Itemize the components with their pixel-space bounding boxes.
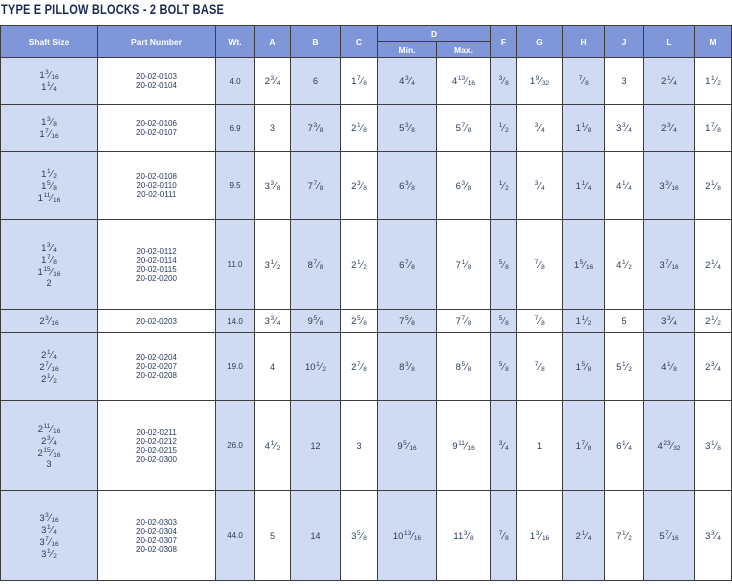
b-value: $7^3⁄8$ <box>307 122 324 134</box>
shaft-size: $1^3⁄16$ <box>39 69 59 81</box>
cell-wt <box>216 220 255 310</box>
table-row <box>1 401 732 491</box>
b-value: $8^7⁄8$ <box>307 258 324 271</box>
d-max-value: $8^5⁄8$ <box>455 360 472 373</box>
b-value: $10^1⁄2$ <box>305 360 326 373</box>
header-c: C <box>341 26 378 58</box>
cell-c <box>341 310 378 333</box>
part-number-cell <box>98 491 216 581</box>
cell-m <box>695 491 732 581</box>
part-number: 20-02-0200 <box>136 273 177 283</box>
a-value: 4 <box>269 361 275 372</box>
cell-d-max <box>437 105 491 152</box>
h-value: $1^5⁄8$ <box>575 360 592 373</box>
cell-m <box>695 333 732 401</box>
c-value: $2^1⁄2$ <box>351 258 367 271</box>
header-l: L <box>644 26 695 58</box>
cell-b <box>291 491 341 581</box>
table-row <box>1 105 732 152</box>
cell-l <box>644 220 695 310</box>
j-value: $6^1⁄4$ <box>616 439 632 452</box>
cell-d-min <box>378 401 437 491</box>
cell-d-max <box>437 401 491 491</box>
wt-value: 26.0 <box>227 441 243 450</box>
m-value: $3^1⁄8$ <box>705 439 721 452</box>
cell-d-max <box>437 333 491 401</box>
header-j: J <box>605 26 644 58</box>
table-row <box>1 333 732 401</box>
f-value: $^5$⁄8 <box>498 315 509 327</box>
shaft-size-cell <box>1 401 98 491</box>
cell-f <box>491 105 517 152</box>
d-min-value: $6^7⁄8$ <box>399 258 415 271</box>
cell-h <box>563 152 605 220</box>
shaft-size: $2^3⁄16$ <box>39 315 59 327</box>
cell-f <box>491 401 517 491</box>
part-number: 20-02-0111 <box>136 190 177 199</box>
h-value: $1^7⁄8$ <box>575 439 592 452</box>
a-value: $3^3⁄8$ <box>264 179 281 192</box>
cell-wt <box>216 310 255 333</box>
cell-j <box>605 333 644 401</box>
part-number-cell <box>98 152 216 220</box>
d-max-value: $4^{13}⁄16$ <box>452 75 475 87</box>
l-value: $2^3⁄4$ <box>661 122 677 134</box>
cell-f <box>491 220 517 310</box>
header-d: D <box>378 26 491 42</box>
shaft-size-cell <box>1 491 98 581</box>
part-number: 20-02-0300 <box>136 454 177 464</box>
cell-j <box>605 310 644 333</box>
g-value: $1^3⁄16$ <box>529 529 550 542</box>
cell-d-max <box>437 220 491 310</box>
cell-l <box>644 491 695 581</box>
table-row <box>1 152 732 220</box>
g-value: $^7$⁄8 <box>534 258 545 271</box>
cell-c <box>341 220 378 310</box>
shaft-size-cell <box>1 220 98 310</box>
part-number: 20-02-0307 <box>136 535 177 545</box>
shaft-size: $2^1⁄2$ <box>41 372 57 385</box>
cell-d-max <box>437 310 491 333</box>
cell-a <box>255 333 291 401</box>
cell-b <box>291 333 341 401</box>
cell-m <box>695 220 732 310</box>
shaft-size: $3^7⁄16$ <box>39 535 59 548</box>
l-value: $4^1⁄8$ <box>661 360 677 373</box>
cell-h <box>563 333 605 401</box>
shaft-size-cell <box>1 105 98 152</box>
shaft-size: $2^{15}⁄16$ <box>37 446 61 459</box>
header-f: F <box>491 26 517 58</box>
cell-wt <box>216 491 255 581</box>
h-value: $1^5⁄16$ <box>573 258 594 271</box>
d-min-value: $9^5⁄16$ <box>397 439 417 452</box>
cell-wt <box>216 152 255 220</box>
cell-g <box>517 310 563 333</box>
cell-h <box>563 310 605 333</box>
cell-wt <box>216 401 255 491</box>
cell-wt <box>216 333 255 401</box>
part-number: 20-02-0104 <box>136 81 177 90</box>
header-shaft-size: Shaft Size <box>1 26 98 58</box>
cell-b <box>291 220 341 310</box>
j-value: $4^1⁄4$ <box>616 179 632 192</box>
cell-d-max <box>437 58 491 105</box>
d-max-value: $9^{11}⁄16$ <box>452 439 475 452</box>
shaft-size: 2 <box>46 277 52 288</box>
cell-wt <box>216 105 255 152</box>
part-number: 20-02-0203 <box>136 316 177 326</box>
cell-j <box>605 491 644 581</box>
table-row <box>1 220 732 310</box>
g-value: $^3$⁄4 <box>534 122 545 134</box>
page-title: TYPE E PILLOW BLOCKS - 2 BOLT BASE <box>1 2 225 17</box>
wt-value: 11.0 <box>227 260 243 269</box>
cell-f <box>491 310 517 333</box>
cell-a <box>255 401 291 491</box>
cell-b <box>291 310 341 333</box>
c-value: $2^1⁄8$ <box>351 122 367 134</box>
a-value: 3 <box>269 123 275 133</box>
part-number: 20-02-0207 <box>136 362 177 371</box>
l-value: $4^{23}⁄32$ <box>657 439 681 452</box>
part-number: 20-02-0304 <box>136 526 177 536</box>
header-g: G <box>517 26 563 58</box>
cell-d-max <box>437 491 491 581</box>
part-number: 20-02-0107 <box>136 128 177 137</box>
d-min-value: $8^3⁄8$ <box>399 360 415 373</box>
cell-j <box>605 152 644 220</box>
table-row <box>1 491 732 581</box>
cell-c <box>341 491 378 581</box>
shaft-size: $2^7⁄16$ <box>39 360 59 373</box>
f-value: $^3$⁄8 <box>498 75 509 87</box>
wt-value: 9.5 <box>229 181 241 190</box>
shaft-size: $1^3⁄8$ <box>41 116 57 128</box>
cell-h <box>563 491 605 581</box>
d-max-value: $6^3⁄8$ <box>455 179 472 192</box>
cell-c <box>341 105 378 152</box>
cell-d-min <box>378 333 437 401</box>
part-number-cell <box>98 310 216 333</box>
cell-g <box>517 401 563 491</box>
cell-a <box>255 220 291 310</box>
d-max-value: $7^1⁄8$ <box>455 258 472 271</box>
header-a: A <box>255 26 291 58</box>
cell-f <box>491 333 517 401</box>
part-number: 20-02-0215 <box>136 445 177 455</box>
d-min-value: $4^3⁄4$ <box>399 75 415 87</box>
j-value: $4^1⁄2$ <box>616 258 632 271</box>
cell-l <box>644 401 695 491</box>
f-value: $^5$⁄8 <box>498 258 509 271</box>
cell-m <box>695 105 732 152</box>
d-max-value: $5^7⁄8$ <box>455 122 472 134</box>
cell-g <box>517 333 563 401</box>
c-value: $2^3⁄8$ <box>351 179 367 192</box>
wt-value: 6.9 <box>229 123 241 133</box>
shaft-size: $1^7⁄8$ <box>41 253 57 266</box>
a-value: $2^3⁄4$ <box>264 75 281 87</box>
part-number: 20-02-0106 <box>136 119 177 128</box>
d-max-value: $7^7⁄8$ <box>455 315 472 327</box>
g-value: $^7$⁄8 <box>534 315 545 327</box>
part-number: 20-02-0112 <box>136 246 177 256</box>
part-number: 20-02-0308 <box>136 544 177 554</box>
cell-d-min <box>378 220 437 310</box>
shaft-size: $1^{11}⁄16$ <box>37 191 61 204</box>
cell-j <box>605 401 644 491</box>
cell-m <box>695 152 732 220</box>
cell-h <box>563 401 605 491</box>
cell-d-min <box>378 310 437 333</box>
shaft-size: $1^1⁄2$ <box>41 167 57 180</box>
cell-f <box>491 491 517 581</box>
cell-f <box>491 152 517 220</box>
cell-wt <box>216 58 255 105</box>
cell-f <box>491 58 517 105</box>
cell-a <box>255 310 291 333</box>
m-value: $1^7⁄8$ <box>705 122 721 134</box>
part-number-cell <box>98 105 216 152</box>
part-number: 20-02-0208 <box>136 371 177 380</box>
shaft-size: $2^3⁄4$ <box>41 434 57 447</box>
part-number: 20-02-0211 <box>136 427 177 437</box>
a-value: 5 <box>269 530 275 541</box>
a-value: $3^1⁄2$ <box>264 258 281 271</box>
m-value: $3^3⁄4$ <box>705 529 721 542</box>
table-row <box>1 310 732 333</box>
shaft-size: 3 <box>46 458 52 469</box>
a-value: $4^1⁄2$ <box>264 439 281 452</box>
f-value: $^1$⁄2 <box>498 179 509 192</box>
part-number: 20-02-0103 <box>136 72 177 81</box>
h-value: $^7$⁄8 <box>578 75 589 87</box>
b-value: 14 <box>310 530 321 541</box>
cell-c <box>341 152 378 220</box>
cell-b <box>291 105 341 152</box>
cell-c <box>341 401 378 491</box>
shaft-size-cell <box>1 333 98 401</box>
wt-value: 4.0 <box>229 76 241 86</box>
part-number: 20-02-0212 <box>136 436 177 446</box>
shaft-size: $1^7⁄16$ <box>39 128 59 140</box>
part-number-cell <box>98 58 216 105</box>
wt-value: 19.0 <box>227 362 243 371</box>
cell-c <box>341 58 378 105</box>
l-value: $2^1⁄4$ <box>661 75 677 87</box>
cell-l <box>644 333 695 401</box>
cell-j <box>605 105 644 152</box>
cell-a <box>255 58 291 105</box>
part-number: 20-02-0204 <box>136 353 177 362</box>
part-number: 20-02-0114 <box>136 255 177 265</box>
cell-h <box>563 220 605 310</box>
f-value: $^5$⁄8 <box>498 360 509 373</box>
g-value: $1^9⁄32$ <box>529 75 550 87</box>
cell-m <box>695 58 732 105</box>
f-value: $^3$⁄4 <box>498 439 509 452</box>
j-value: $3^3⁄4$ <box>616 122 632 134</box>
header-d-min: Min. <box>378 42 437 58</box>
shaft-size: $3^1⁄2$ <box>41 547 57 560</box>
j-value: 5 <box>621 316 627 326</box>
part-number-cell <box>98 220 216 310</box>
header-d-max: Max. <box>437 42 491 58</box>
shaft-size-cell <box>1 58 98 105</box>
cell-l <box>644 310 695 333</box>
d-min-value: $6^3⁄8$ <box>399 179 415 192</box>
c-value: $1^7⁄8$ <box>351 75 367 87</box>
h-value: $2^1⁄4$ <box>575 529 592 542</box>
cell-b <box>291 152 341 220</box>
cell-a <box>255 491 291 581</box>
g-value: $^7$⁄8 <box>534 360 545 373</box>
cell-d-min <box>378 105 437 152</box>
shaft-size: $3^3⁄16$ <box>39 511 59 524</box>
h-value: $1^1⁄4$ <box>575 179 592 192</box>
shaft-size: $1^3⁄4$ <box>41 241 57 254</box>
cell-h <box>563 58 605 105</box>
part-number: 20-02-0303 <box>136 517 177 527</box>
b-value: 6 <box>312 76 318 86</box>
m-value: $2^3⁄4$ <box>705 360 721 373</box>
cell-c <box>341 333 378 401</box>
cell-j <box>605 58 644 105</box>
cell-a <box>255 152 291 220</box>
cell-d-max <box>437 152 491 220</box>
table-row <box>1 58 732 105</box>
cell-l <box>644 58 695 105</box>
cell-b <box>291 58 341 105</box>
cell-l <box>644 152 695 220</box>
l-value: $3^3⁄4$ <box>661 315 677 327</box>
header-b: B <box>291 26 341 58</box>
header-h: H <box>563 26 605 58</box>
m-value: $2^1⁄8$ <box>705 179 721 192</box>
cell-g <box>517 220 563 310</box>
cell-d-min <box>378 152 437 220</box>
b-value: $9^5⁄8$ <box>307 315 324 327</box>
cell-g <box>517 58 563 105</box>
c-value: $3^5⁄8$ <box>351 529 367 542</box>
cell-m <box>695 310 732 333</box>
b-value: $7^7⁄8$ <box>307 179 324 192</box>
shaft-size-cell <box>1 152 98 220</box>
c-value: $2^5⁄8$ <box>351 315 367 327</box>
cell-d-min <box>378 491 437 581</box>
l-value: $5^7⁄16$ <box>659 529 679 542</box>
pillow-block-spec-table <box>0 25 732 581</box>
cell-g <box>517 491 563 581</box>
shaft-size: $3^1⁄4$ <box>41 523 57 536</box>
cell-m <box>695 401 732 491</box>
cell-b <box>291 401 341 491</box>
shaft-size-cell <box>1 310 98 333</box>
cell-h <box>563 105 605 152</box>
f-value: $^7$⁄8 <box>498 529 509 542</box>
j-value: $5^1⁄2$ <box>616 360 632 373</box>
table-body <box>1 58 732 581</box>
part-number: 20-02-0108 <box>136 172 177 181</box>
cell-a <box>255 105 291 152</box>
d-min-value: $7^5⁄8$ <box>399 315 415 327</box>
g-value: $^3$⁄4 <box>534 179 545 192</box>
j-value: $7^1⁄2$ <box>616 529 632 542</box>
header-wt: Wt. <box>216 26 255 58</box>
part-number-cell <box>98 401 216 491</box>
m-value: $2^1⁄4$ <box>705 258 721 271</box>
g-value: 1 <box>537 440 543 451</box>
cell-g <box>517 105 563 152</box>
cell-g <box>517 152 563 220</box>
part-number-cell <box>98 333 216 401</box>
m-value: $2^1⁄2$ <box>705 315 721 327</box>
l-value: $3^3⁄16$ <box>659 179 679 192</box>
header-part-number: Part Number <box>98 26 216 58</box>
cell-d-min <box>378 58 437 105</box>
part-number: 20-02-0110 <box>136 181 177 190</box>
h-value: $1^1⁄2$ <box>575 315 592 327</box>
wt-value: 14.0 <box>227 316 243 326</box>
d-max-value: $11^3⁄8$ <box>453 529 474 542</box>
shaft-size: $1^5⁄8$ <box>41 179 57 192</box>
wt-value: 44.0 <box>227 531 243 540</box>
cell-j <box>605 220 644 310</box>
d-min-value: $5^3⁄8$ <box>399 122 415 134</box>
header-m: M <box>695 26 732 58</box>
c-value: 3 <box>356 440 362 451</box>
m-value: $1^1⁄2$ <box>705 75 721 87</box>
shaft-size: $1^{15}⁄16$ <box>37 265 61 278</box>
j-value: 3 <box>621 76 627 86</box>
shaft-size: $1^1⁄4$ <box>41 81 57 93</box>
shaft-size: $2^{11}⁄16$ <box>37 422 61 435</box>
a-value: $3^3⁄4$ <box>264 315 281 327</box>
cell-l <box>644 105 695 152</box>
c-value: $2^7⁄8$ <box>351 360 367 373</box>
b-value: 12 <box>310 440 321 451</box>
f-value: $^1$⁄2 <box>498 122 509 134</box>
shaft-size: $2^1⁄4$ <box>41 348 57 361</box>
d-min-value: $10^{13}⁄16$ <box>392 529 422 542</box>
part-number: 20-02-0115 <box>136 264 177 274</box>
h-value: $1^1⁄8$ <box>575 122 592 134</box>
l-value: $3^7⁄16$ <box>659 258 679 271</box>
